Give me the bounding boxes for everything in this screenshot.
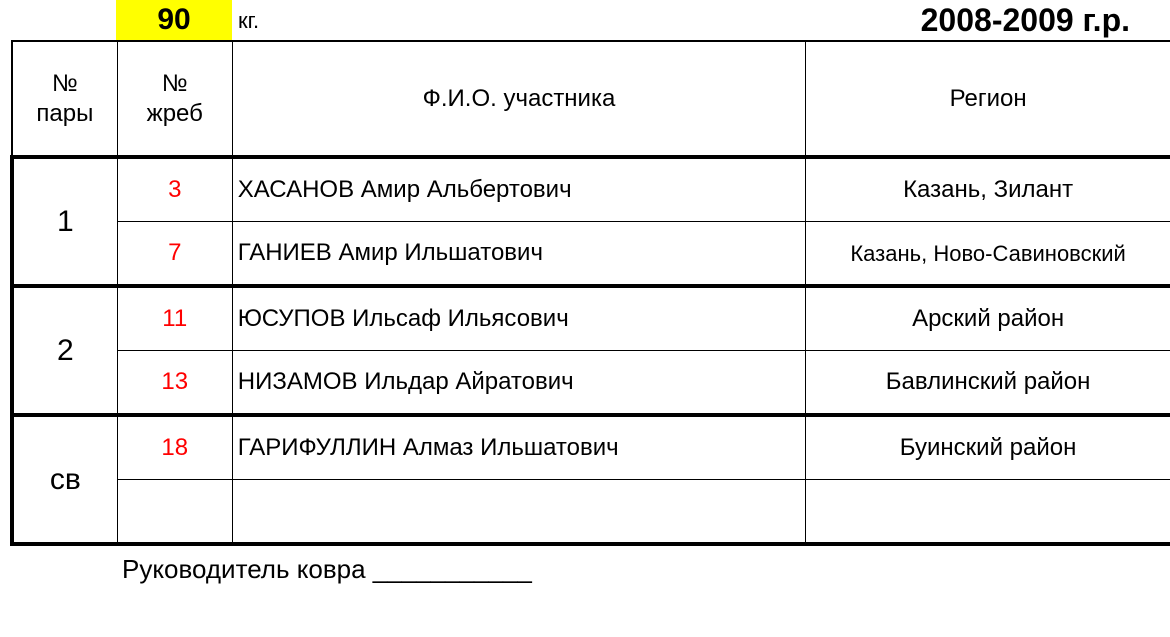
- table-row: [12, 480, 1170, 545]
- region-cell: [806, 480, 1170, 545]
- header-pair-number-line1: №: [51, 69, 78, 97]
- participant-name-cell: ГАНИЕВ Амир Ильшатович: [232, 222, 805, 287]
- table-row: [12, 415, 1170, 480]
- participant-name-cell: НИЗАМОВ Ильдар Айратович: [232, 351, 805, 416]
- draw-number-cell: [117, 480, 232, 545]
- table-row: [12, 222, 1170, 287]
- table-header-row: [12, 41, 1170, 157]
- header-draw-number-line2: жреб: [146, 99, 203, 127]
- header-region: Регион: [806, 41, 1170, 157]
- table-row: [12, 157, 1170, 222]
- region-cell: Арский район: [806, 286, 1170, 351]
- mat-supervisor-signature-line: Руководитель ковра ___________: [122, 554, 532, 584]
- header-pair-number-line2: пары: [36, 99, 94, 127]
- header-draw-number-line1: №: [161, 69, 188, 97]
- header-participant-name: Ф.И.О. участника: [232, 41, 805, 157]
- draw-number-cell: 7: [117, 222, 232, 287]
- header-draw-number: [117, 41, 232, 157]
- participant-name-cell: ХАСАНОВ Амир Альбертович: [232, 157, 805, 222]
- region-cell: Бавлинский район: [806, 351, 1170, 416]
- table-row: [12, 286, 1170, 351]
- region-cell: [806, 222, 1170, 287]
- pair-number-cell: 1: [12, 157, 117, 286]
- participant-name-cell: ЮСУПОВ Ильсаф Ильясович: [232, 286, 805, 351]
- draw-number-cell: 18: [117, 415, 232, 480]
- draw-table: [10, 40, 1170, 546]
- region-text: Казань, Ново-Савиновский: [850, 240, 1126, 266]
- region-cell: Казань, Зилант: [806, 157, 1170, 222]
- participant-name-cell: [232, 480, 805, 545]
- pair-number-cell: 2: [12, 286, 117, 415]
- weight-unit: кг.: [238, 8, 260, 33]
- region-cell: Буинский район: [806, 415, 1170, 480]
- header-pair-number: [12, 41, 117, 157]
- pair-number-cell: св: [12, 415, 117, 544]
- participant-name-cell: ГАРИФУЛЛИН Алмаз Ильшатович: [232, 415, 805, 480]
- draw-number-cell: 3: [117, 157, 232, 222]
- birth-years-title: 2008-2009 г.р.: [920, 2, 1130, 38]
- weight-category-value: 90: [157, 3, 191, 36]
- table-row: [12, 351, 1170, 416]
- draw-number-cell: 13: [117, 351, 232, 416]
- draw-number-cell: 11: [117, 286, 232, 351]
